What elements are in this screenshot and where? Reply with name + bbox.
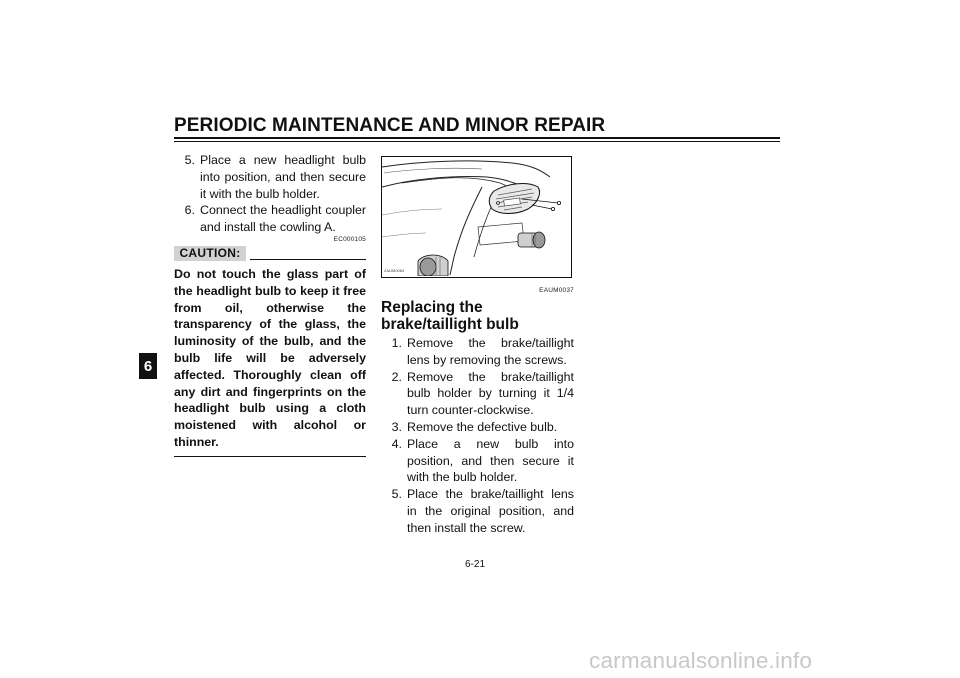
step-text: Remove the brake/taillight bulb holder by turning it 1/4 turn counter-clockwise. <box>407 369 574 418</box>
step-text: Place the brake/taillight lens in the original position, and then install the screw. <box>407 487 574 535</box>
step-number: 4. <box>391 436 402 451</box>
caution-reference-code: EC000105 <box>333 235 366 243</box>
step-number: 5. <box>184 153 195 167</box>
step-number: 1. <box>391 336 402 350</box>
frame-rail <box>382 209 442 215</box>
chapter-tab[interactable]: 6 <box>139 353 157 379</box>
turn-signal-right <box>518 232 545 248</box>
step-item <box>174 202 366 236</box>
seat-outline <box>382 161 550 177</box>
step-text: Connect the headlight coupler and install the cowling A. <box>200 203 366 235</box>
page-title: PERIODIC MAINTENANCE AND MINOR REPAIR <box>174 115 606 136</box>
header-rule-thin <box>174 141 780 142</box>
fender <box>450 187 482 275</box>
step-item <box>381 335 574 369</box>
caution-rule <box>250 259 366 260</box>
step-item <box>381 419 574 436</box>
section-reference-code: EAUM0037 <box>539 287 574 294</box>
right-column <box>381 287 574 537</box>
watermark[interactable]: carmanualsonline.info <box>589 648 813 673</box>
motorcycle-tail-drawing <box>382 157 570 276</box>
caution-label: CAUTION: <box>174 246 246 261</box>
step-number: 6. <box>184 203 195 218</box>
caution-text: Do not touch the glass part of the headlight bulb to keep it free from oil, otherwise the transparency of the glass, the luminosity of the bulb, and the bulb life will be adversely affected. Thoroughly clean off any dirt and fingerprints on the headlight bulb using a cloth moistened with alcohol or thinner. <box>174 266 366 449</box>
step-item <box>381 486 574 536</box>
section-title: Replacing the brake/taillight bulb <box>381 299 519 333</box>
step-text: Place a new bulb into position, and then secure it with the bulb holder. <box>407 436 574 485</box>
left-column <box>174 152 366 457</box>
header-rule <box>174 137 780 139</box>
turn-signal-left <box>418 255 448 276</box>
step-item <box>381 369 574 419</box>
step-item <box>174 152 366 202</box>
step-text: Remove the defective bulb. <box>407 419 558 434</box>
page-number: 6-21 <box>465 559 486 570</box>
caution-end-rule <box>174 456 366 457</box>
step-number: 3. <box>391 419 402 434</box>
step-number: 5. <box>391 487 402 502</box>
step-item <box>381 436 574 486</box>
license-bracket <box>478 223 524 245</box>
cowl-panel <box>384 168 482 173</box>
step-text: Place a new headlight bulb into position, and then secure it with the bulb holder. <box>200 153 366 201</box>
step-number: 2. <box>391 369 402 384</box>
figure-code: ZAUM0084 <box>384 268 405 273</box>
taillight-lens <box>489 184 539 214</box>
step-text: Remove the brake/taillight lens by removing the screws. <box>407 336 574 367</box>
caution-header <box>174 246 366 262</box>
taillight-illustration <box>381 156 572 278</box>
fender-inner <box>474 201 494 257</box>
frame-rail-lower <box>382 233 426 237</box>
